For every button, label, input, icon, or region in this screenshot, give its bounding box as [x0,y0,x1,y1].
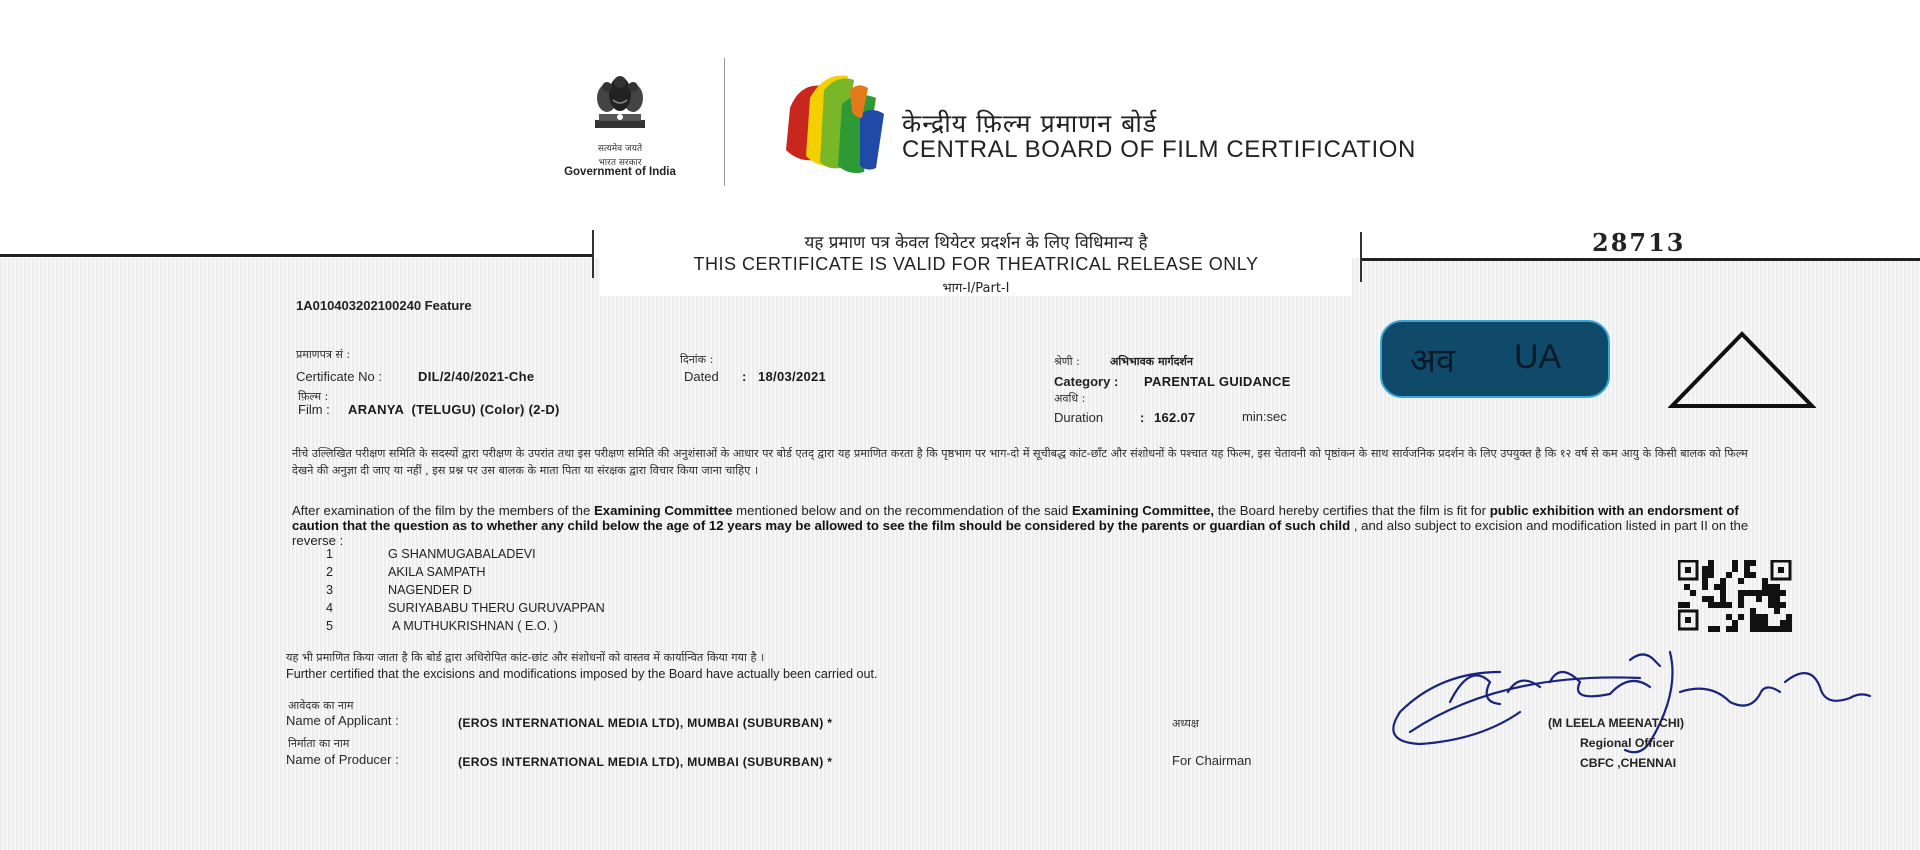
warning-triangle-icon [1668,330,1816,410]
officer-title: Regional Officer [1580,736,1675,750]
duration-colon: : [1140,410,1145,425]
category-value: PARENTAL GUIDANCE [1144,374,1291,389]
banner-right-tick [1360,232,1362,282]
banner-left-rule [0,254,594,257]
certificate-label-hindi: प्रमाणपत्र सं : [296,348,351,361]
date-label-hindi: दिनांक : [680,353,714,366]
body-english: After examination of the film by the members of the Examining Committee mentioned below and on the recommendation of the said Examining Committee, the Board hereby certifies that the film is fit for public exhibition with an endorsment of caution that the question as to whether any child below the age of 12 years may be allowed to see the film should be considered by the parents or guardian of such child , and also subject to excision and modification listed in part II on the reverse : [292,503,1749,548]
date-colon: : [742,369,747,384]
producer-label: Name of Producer : [286,752,399,767]
national-emblem-icon [585,70,655,142]
certificate-number: DIL/2/40/2021-Che [418,369,535,384]
applicant-label-hindi: आवेदक का नाम [288,699,354,712]
qr-code-icon [1678,560,1792,632]
rating-badge [1380,320,1610,398]
cbfc-logo-icon [780,68,890,180]
body-hindi: नीचे उल्लिखित परीक्षण समिति के सदस्यों द्वारा परीक्षण के उपरांत तथा इस परीक्षण समिति की अनुशंसाओं के आधार पर बोर्ड एतद् द्वारा यह प्रमाणित करता है कि पृष्ठभाग पर भाग-दो में सूचीबद्ध कांट-छाँट और संशोधनों के पश्चात यह फिल्म, इस चेतावनी को पृष्ठांकन के साथ सार्वजनिक प्रदर्शन के लिए उपयुक्त है कि १२ वर्ष से कम आयु के किसी बालक को फिल्म देखने की अनुज्ञा दी जाए या नहीं , इस प्रश्न पर उस बालक के माता पिता या संरक्षक द्वारा विचार किया जाना चाहिए । [292,447,1748,477]
list-item: 1 G SHANMUGABALADEVI [326,547,536,561]
serial-number: 28713 [1592,228,1686,257]
validity-hindi: यह प्रमाण पत्र केवल थियेटर प्रदर्शन के लिए विधिमान्य है [804,233,1148,253]
part-label: भाग-I/Part-I [942,281,1010,296]
category-label: Category : [1054,374,1119,389]
validity-banner [600,228,1352,296]
govt-english: Government of India [564,166,676,178]
chairman-hindi: अध्यक्ष [1172,717,1199,730]
film-label-hindi: फ़िल्म : [298,390,329,403]
chairman-label: For Chairman [1172,753,1252,768]
header-divider [724,58,725,186]
emblem-motto: सत्यमेव जयते [597,144,643,154]
category-label-hindi: श्रेणी : [1054,355,1080,368]
officer-name: (M LEELA MEENATCHI) [1548,716,1685,730]
date-value: 18/03/2021 [758,369,827,384]
officer-office: CBFC ,CHENNAI [1580,756,1677,770]
list-item: 2 AKILA SAMPATH [326,565,486,579]
producer-label-hindi: निर्माता का नाम [288,737,350,750]
board-name-hindi: केन्द्रीय फ़िल्म प्रमाणन बोर्ड [902,109,1158,138]
category-value-hindi: अभिभावक मार्गदर्शन [1110,355,1194,368]
board-name-english: CENTRAL BOARD OF FILM CERTIFICATION [902,136,1416,163]
film-label: Film : [298,402,330,417]
reference-number: 1A010403202100240 Feature [296,298,472,313]
banner-left-tick [592,230,594,278]
banner-right-rule [1360,258,1920,261]
further-hindi: यह भी प्रमाणित किया जाता है कि बोर्ड द्वारा अधिरोपित कांट-छांट और संशोधनों को वास्तव में कार्यान्वित किया गया है । [286,651,765,664]
applicant-value: (EROS INTERNATIONAL MEDIA LTD), MUMBAI (SUBURBAN) * [458,716,833,730]
duration-label-hindi: अवधि : [1054,392,1086,405]
date-label: Dated [684,369,719,384]
certificate-label: Certificate No : [296,369,382,384]
further-english: Further certified that the excisions and modifications imposed by the Board have actually been carried out. [286,667,878,681]
film-title: ARANYA (TELUGU) (Color) (2-D) [348,402,560,417]
list-item: 3 NAGENDER D [326,583,472,597]
producer-value: (EROS INTERNATIONAL MEDIA LTD), MUMBAI (SUBURBAN) * [458,755,833,769]
duration-label: Duration [1054,410,1104,425]
rating-english: UA [1514,338,1562,376]
duration-unit: min:sec [1242,409,1287,424]
duration-value: 162.07 [1154,410,1196,425]
validity-english: THIS CERTIFICATE IS VALID FOR THEATRICAL RELEASE ONLY [693,254,1259,274]
applicant-label: Name of Applicant : [286,713,399,728]
govt-hindi: भारत सरकार [598,158,642,168]
rating-hindi: अव [1410,341,1455,381]
list-item: 5 A MUTHUKRISHNAN ( E.O. ) [326,619,558,633]
list-item: 4 SURIYABABU THERU GURUVAPPAN [326,601,605,615]
committee-list [326,547,926,637]
signature-icon [1380,632,1900,772]
